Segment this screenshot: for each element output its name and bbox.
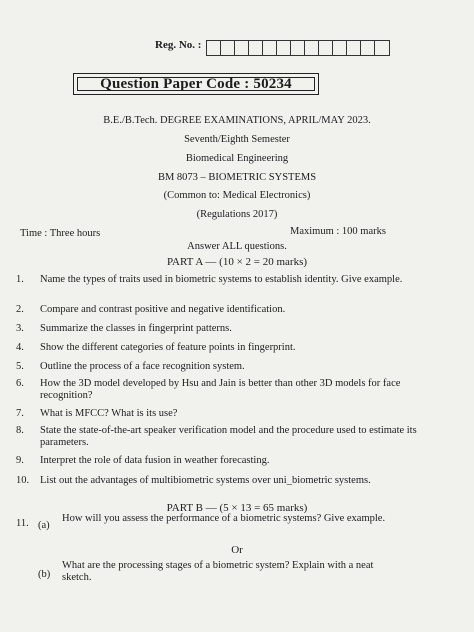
reg-no-box: [347, 41, 361, 55]
time-label: Time : Three hours: [20, 228, 101, 239]
common-to: (Common to: Medical Electronics): [163, 190, 311, 201]
reg-no-box: [319, 41, 333, 55]
instruction: Answer ALL questions.: [187, 241, 287, 252]
max-marks: Maximum : 100 marks: [290, 226, 386, 237]
course-title: BM 8073 – BIOMETRIC SYSTEMS: [157, 172, 317, 183]
exam-page: Reg. No. : Question Paper Code : 50234 B.E./B.Tech. DEGREE EXAMINATIONS, APRIL/MAY 2023. Seventh/Eighth Semester Biomedical Engineering BM 8073 – BIOMETRIC SYSTEMS (Common to: Medical Electronics) (Regulations 2017) Time : Three hours Maximum : 100 marks Answer ALL questions. PART A — (10 × 2 = 20 marks) 1. Name the types of traits used in biometric systems to establish identity. Give example. 2. Compare and contrast positive and negative identification. 3. Summarize the classes in fingerprint patterns. 4. Show the different categories of feature points in fingerprint. 5. Outline the process of a face recognition system. 6. How the 3D model developed by Hsu and Jain is better than other 3D models for face recognition? 7. What is MFCC? What is its use? 8. State the state-of-the-art speaker verification model and the procedure used to estimate its parameters. 9. Interpret the role of data fusion in weather forecasting. 10. List out the advantages of multibiometric systems over uni_biometric systems. PART B — (5 × 13 = 65 marks) 11. (a) How will you assess the performance of a biometric systems? Give example. Or (b) What are the processing stages of a biometric system? Explain with a neat sketch.: [0, 0, 474, 632]
reg-no-box: [375, 41, 389, 55]
or-separator: Or: [231, 544, 243, 556]
question-paper-code-box: [73, 73, 319, 95]
reg-no-box: [291, 41, 305, 55]
question-11b-label: (b): [38, 569, 51, 580]
question-11a-text: How will you assess the performance of a biometric systems? Give example.: [62, 513, 386, 524]
reg-no-box: [361, 41, 375, 55]
reg-no-box: [305, 41, 319, 55]
exam-title: B.E./B.Tech. DEGREE EXAMINATIONS, APRIL/MAY 2023.: [103, 115, 371, 126]
reg-no-box: [277, 41, 291, 55]
department: Biomedical Engineering: [185, 153, 289, 164]
reg-no-box: [263, 41, 277, 55]
question-11a-label: (a): [38, 520, 50, 531]
reg-no-box: [235, 41, 249, 55]
question-11b-text: What are the processing stages of a biometric system? Explain with a neat sketch.: [62, 560, 374, 583]
regulations: (Regulations 2017): [196, 209, 278, 220]
part-b-heading: PART B — (5 × 13 = 65 marks): [166, 502, 308, 514]
reg-no-box: [207, 41, 221, 55]
part-a-heading: PART A — (10 × 2 = 20 marks): [166, 256, 308, 268]
reg-no-box: [333, 41, 347, 55]
reg-no-box: [221, 41, 235, 55]
question-11-number: 11.: [16, 518, 29, 529]
reg-no-label: Reg. No. :: [155, 39, 202, 51]
question-paper-code: Question Paper Code : 50234: [77, 77, 315, 91]
reg-no-box: [249, 41, 263, 55]
reg-no-boxes: [206, 40, 390, 56]
semester: Seventh/Eighth Semester: [184, 134, 290, 145]
